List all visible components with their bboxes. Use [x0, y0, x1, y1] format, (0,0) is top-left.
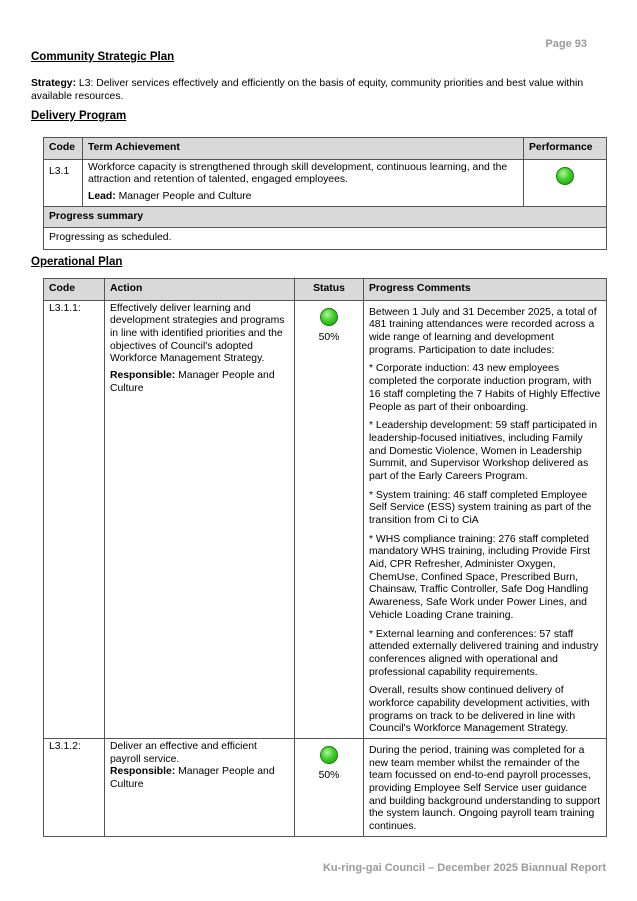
responsible-value: Manager People and Culture: [110, 370, 275, 394]
responsible-label: Responsible:: [110, 370, 176, 382]
progress-summary-text: Progressing as scheduled.: [44, 228, 607, 250]
action-code: L3.1.1:: [44, 300, 105, 738]
status-icon: [320, 308, 338, 326]
lead-label: Lead:: [88, 191, 116, 203]
operational-plan-heading: Operational Plan: [31, 256, 123, 268]
header-code: Code: [44, 138, 83, 160]
table-header-row: [44, 138, 607, 160]
comment-paragraph: * WHS compliance training: 276 staff completed mandatory WHS training, including Provide First Aid, CPR Refresher, Administer Oxygen, ChemUse, Confined Space, Prescribed Burn, Chainsaw, Traffic Controller, Safe Dog Handling Awareness, Safe Work under Power Lines, and Vehicle Loading Crane training.: [369, 533, 591, 621]
action-text: Deliver an effective and efficient payroll service.: [110, 741, 257, 765]
header-action: Action: [105, 279, 295, 301]
operational-plan-table: [43, 278, 607, 837]
delivery-program-heading: Delivery Program: [31, 110, 127, 122]
table-row: [44, 739, 607, 837]
delivery-program-table: [43, 137, 607, 250]
performance-cell: [524, 159, 607, 206]
action-cell: [105, 300, 295, 738]
action-cell: [105, 739, 295, 837]
progress-summary-header-row: [44, 206, 607, 228]
progress-summary-row: [44, 228, 607, 250]
comment-paragraph: During the period, training was completed for a new team member whilst the remainder of the team focussed on end-to-end payroll processes, providing Employee Self Service user guidance and building background understanding to support the system launch. Ongoing payroll team training continues.: [369, 745, 601, 833]
responsible-label: Responsible:: [110, 766, 176, 778]
responsible-line: [110, 370, 289, 395]
page-title: Community Strategic Plan: [31, 51, 175, 63]
lead-line: [88, 191, 518, 204]
comment-paragraph: * External learning and conferences: 57 staff attended externally delivered training and industry conferences aligned with operational and professional capability requirements.: [369, 628, 599, 678]
action-text: Effectively deliver learning and development strategies and programs in line with identified priorities and the objectives of Council's adopted Workforce Management Strategy.: [110, 302, 285, 365]
comment-paragraph: * Corporate induction: 43 new employees completed the corporate induction program, with 16 staff completing the 7 Habits of Highly Effective People as part of their onboarding.: [369, 363, 601, 413]
term-code: L3.1: [44, 159, 83, 206]
strategy-statement: [31, 78, 606, 103]
header-status: Status: [295, 279, 364, 301]
comment-paragraph: * Leadership development: 59 staff participated in leadership-focused initiatives, including Family and Domestic Violence, Women in Leadership Summit, and Supervisor Workshop delivered as part of the Early Careers Program.: [369, 420, 597, 482]
comment-paragraph: * System training: 46 staff completed Employee Self Service (ESS) system training as part of the transition from Ci to CiA: [369, 489, 592, 526]
status-cell: [295, 739, 364, 837]
table-header-row: [44, 279, 607, 301]
status-percent: 50%: [318, 331, 340, 343]
strategy-label: Strategy:: [31, 78, 77, 89]
progress-comments-cell: [364, 300, 607, 738]
responsible-value: Manager People and Culture: [110, 766, 275, 791]
status-icon: [320, 746, 338, 764]
header-performance: Performance: [524, 138, 607, 160]
progress-comments-cell: [364, 739, 607, 837]
performance-status-icon: [556, 167, 574, 185]
action-code: L3.1.2:: [44, 739, 105, 837]
header-progress-comments: Progress Comments: [364, 279, 607, 301]
comment-paragraph: Between 1 July and 31 December 2025, a total of 481 training attendances were recorded across a wide range of learning and development programs. Participation to date includes:: [369, 306, 597, 356]
status-cell: [295, 300, 364, 738]
lead-value: Manager People and Culture: [115, 191, 252, 203]
strategy-text: L3: Deliver services effectively and efficiently on the basis of equity, community priorities and best value within available resources.: [31, 78, 584, 102]
header-code: Code: [44, 279, 105, 301]
header-term-achievement: Term Achievement: [83, 138, 524, 160]
term-achievement-cell: [83, 159, 524, 206]
status-percent: 50%: [318, 770, 340, 781]
table-row: [44, 159, 607, 206]
footer-report-title: Ku-ring-gai Council – December 2025 Biannual Report: [322, 861, 606, 874]
table-row: [44, 300, 607, 738]
responsible-line: [110, 766, 289, 791]
page-number: Page 93: [545, 38, 587, 50]
term-achievement-text: Workforce capacity is strengthened through skill development, continuous learning, and the attraction and retention of talented, engaged employees.: [88, 161, 508, 186]
progress-summary-label: Progress summary: [44, 206, 607, 228]
comment-paragraph: Overall, results show continued delivery of workforce capability development activities, with programs on track to be delivered in line with Council's Workforce Management Strategy.: [369, 685, 590, 735]
